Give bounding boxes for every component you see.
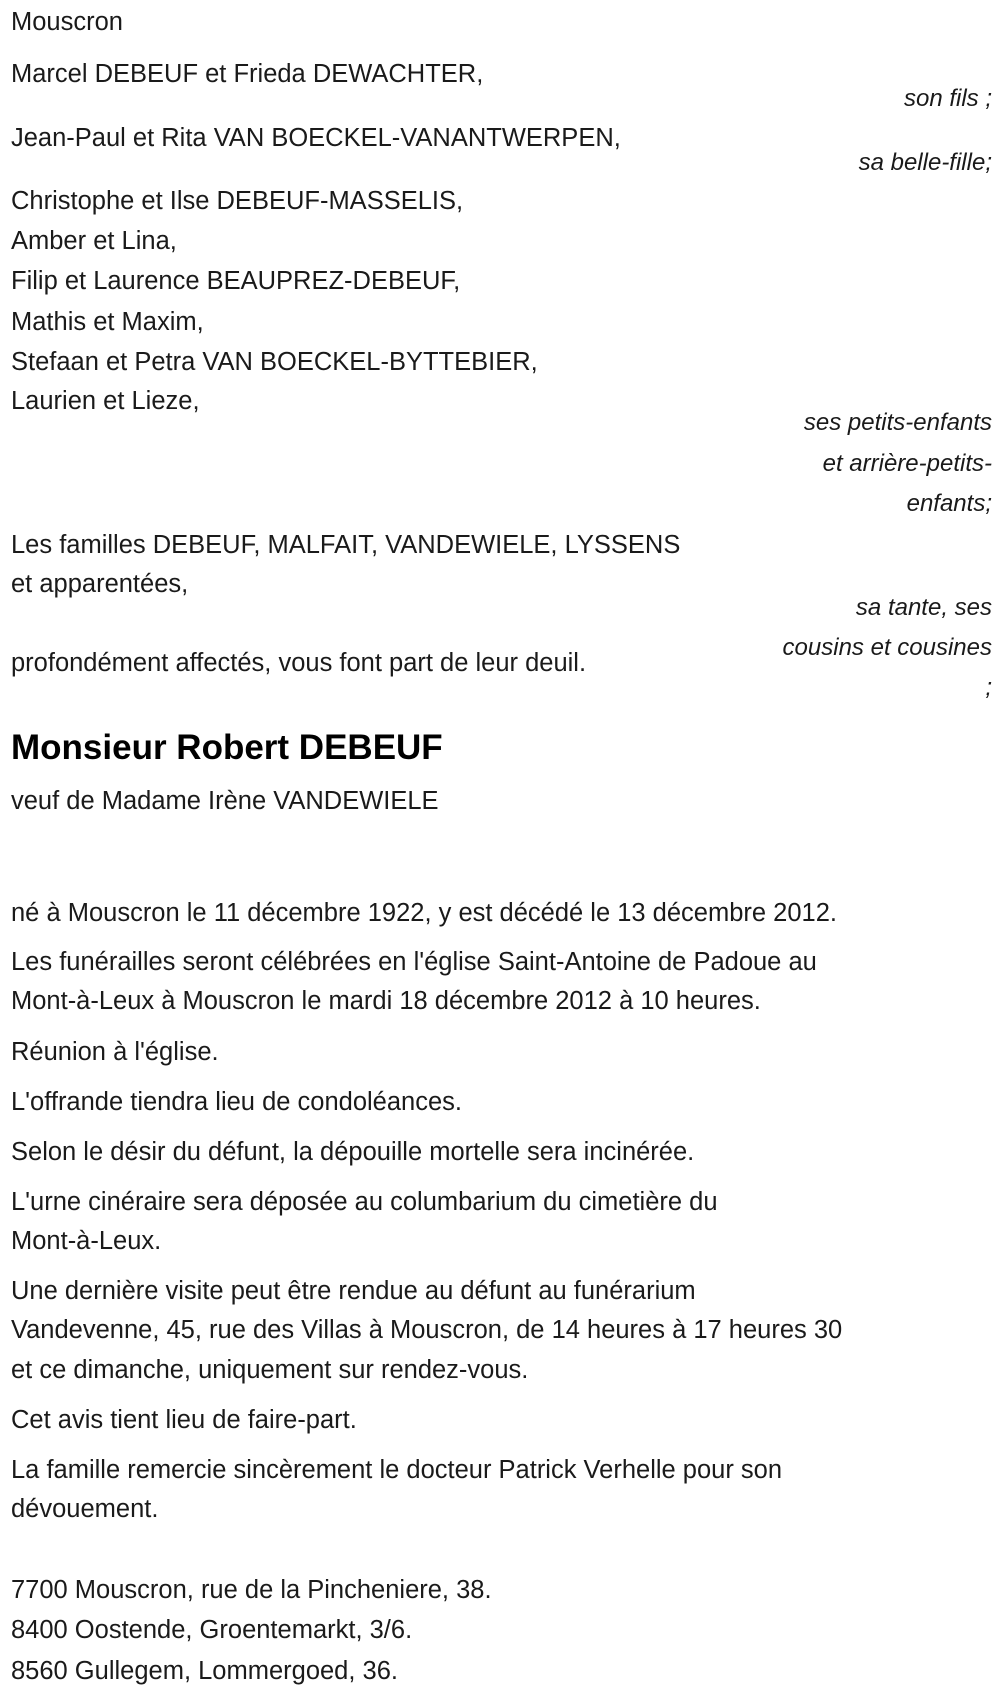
visit-line: et ce dimanche, uniquement sur rendez-vous. <box>11 1356 529 1384</box>
grandchild-line: Laurien et Lieze, <box>11 387 200 415</box>
address-line: 8560 Gullegem, Lommergoed, 36. <box>11 1657 398 1685</box>
daughter-in-law-role: sa belle-fille; <box>858 149 992 176</box>
grandchild-line: Christophe et Ilse DEBEUF-MASSELIS, <box>11 187 464 215</box>
visit-line: Vandevenne, 45, rue des Villas à Mouscron, de 14 heures à 17 heures 30 <box>11 1316 843 1344</box>
grandchildren-role: ses petits-enfants <box>803 409 992 436</box>
deceased-name: Monsieur Robert DEBEUF <box>11 728 443 767</box>
urn-line: Mont-à-Leux. <box>11 1227 162 1255</box>
address-line: 8400 Oostende, Groentemarkt, 3/6. <box>11 1616 413 1644</box>
son-role: son fils ; <box>903 85 992 112</box>
address-line: 7700 Mouscron, rue de la Pincheniere, 38. <box>11 1576 492 1604</box>
grandchild-line: Filip et Laurence BEAUPREZ-DEBEUF, <box>11 267 461 295</box>
closing-line: profondément affectés, vous font part de leur deuil. <box>11 649 587 677</box>
urn-line: L'urne cinéraire sera déposée au columbarium du cimetière du <box>11 1188 718 1216</box>
families-line: Les familles DEBEUF, MALFAIT, VANDEWIELE, LYSSENS <box>11 531 681 559</box>
daughter-in-law-names: Jean-Paul et Rita VAN BOECKEL-VANANTWERPEN, <box>11 124 621 152</box>
grandchildren-role: et arrière-petits- <box>822 450 992 477</box>
offering: L'offrande tiendra lieu de condoléances. <box>11 1088 462 1116</box>
thanks-line: dévouement. <box>11 1495 159 1523</box>
cremation: Selon le désir du défunt, la dépouille mortelle sera incinérée. <box>11 1138 695 1166</box>
funeral-line: Les funérailles seront célébrées en l'église Saint-Antoine de Padoue au <box>11 948 817 976</box>
families-role: cousins et cousines <box>782 634 992 661</box>
grandchild-line: Amber et Lina, <box>11 227 177 255</box>
funeral-line: Mont-à-Leux à Mouscron le mardi 18 décembre 2012 à 10 heures. <box>11 987 761 1015</box>
son-names: Marcel DEBEUF et Frieda DEWACHTER, <box>11 60 484 88</box>
families-role: ; <box>985 674 992 701</box>
thanks-line: La famille remercie sincèrement le docteur Patrick Verhelle pour son <box>11 1456 783 1484</box>
families-line: et apparentées, <box>11 570 189 598</box>
notice: Cet avis tient lieu de faire-part. <box>11 1406 357 1434</box>
grandchild-line: Mathis et Maxim, <box>11 308 204 336</box>
meeting: Réunion à l'église. <box>11 1038 219 1066</box>
place: Mouscron <box>11 8 123 36</box>
grandchildren-role: enfants; <box>906 490 992 517</box>
families-role: sa tante, ses <box>855 594 992 621</box>
grandchild-line: Stefaan et Petra VAN BOECKEL-BYTTEBIER, <box>11 348 538 376</box>
visit-line: Une dernière visite peut être rendue au défunt au funérarium <box>11 1277 696 1305</box>
widower-line: veuf de Madame Irène VANDEWIELE <box>11 787 439 815</box>
birth-death: né à Mouscron le 11 décembre 1922, y est décédé le 13 décembre 2012. <box>11 899 837 927</box>
